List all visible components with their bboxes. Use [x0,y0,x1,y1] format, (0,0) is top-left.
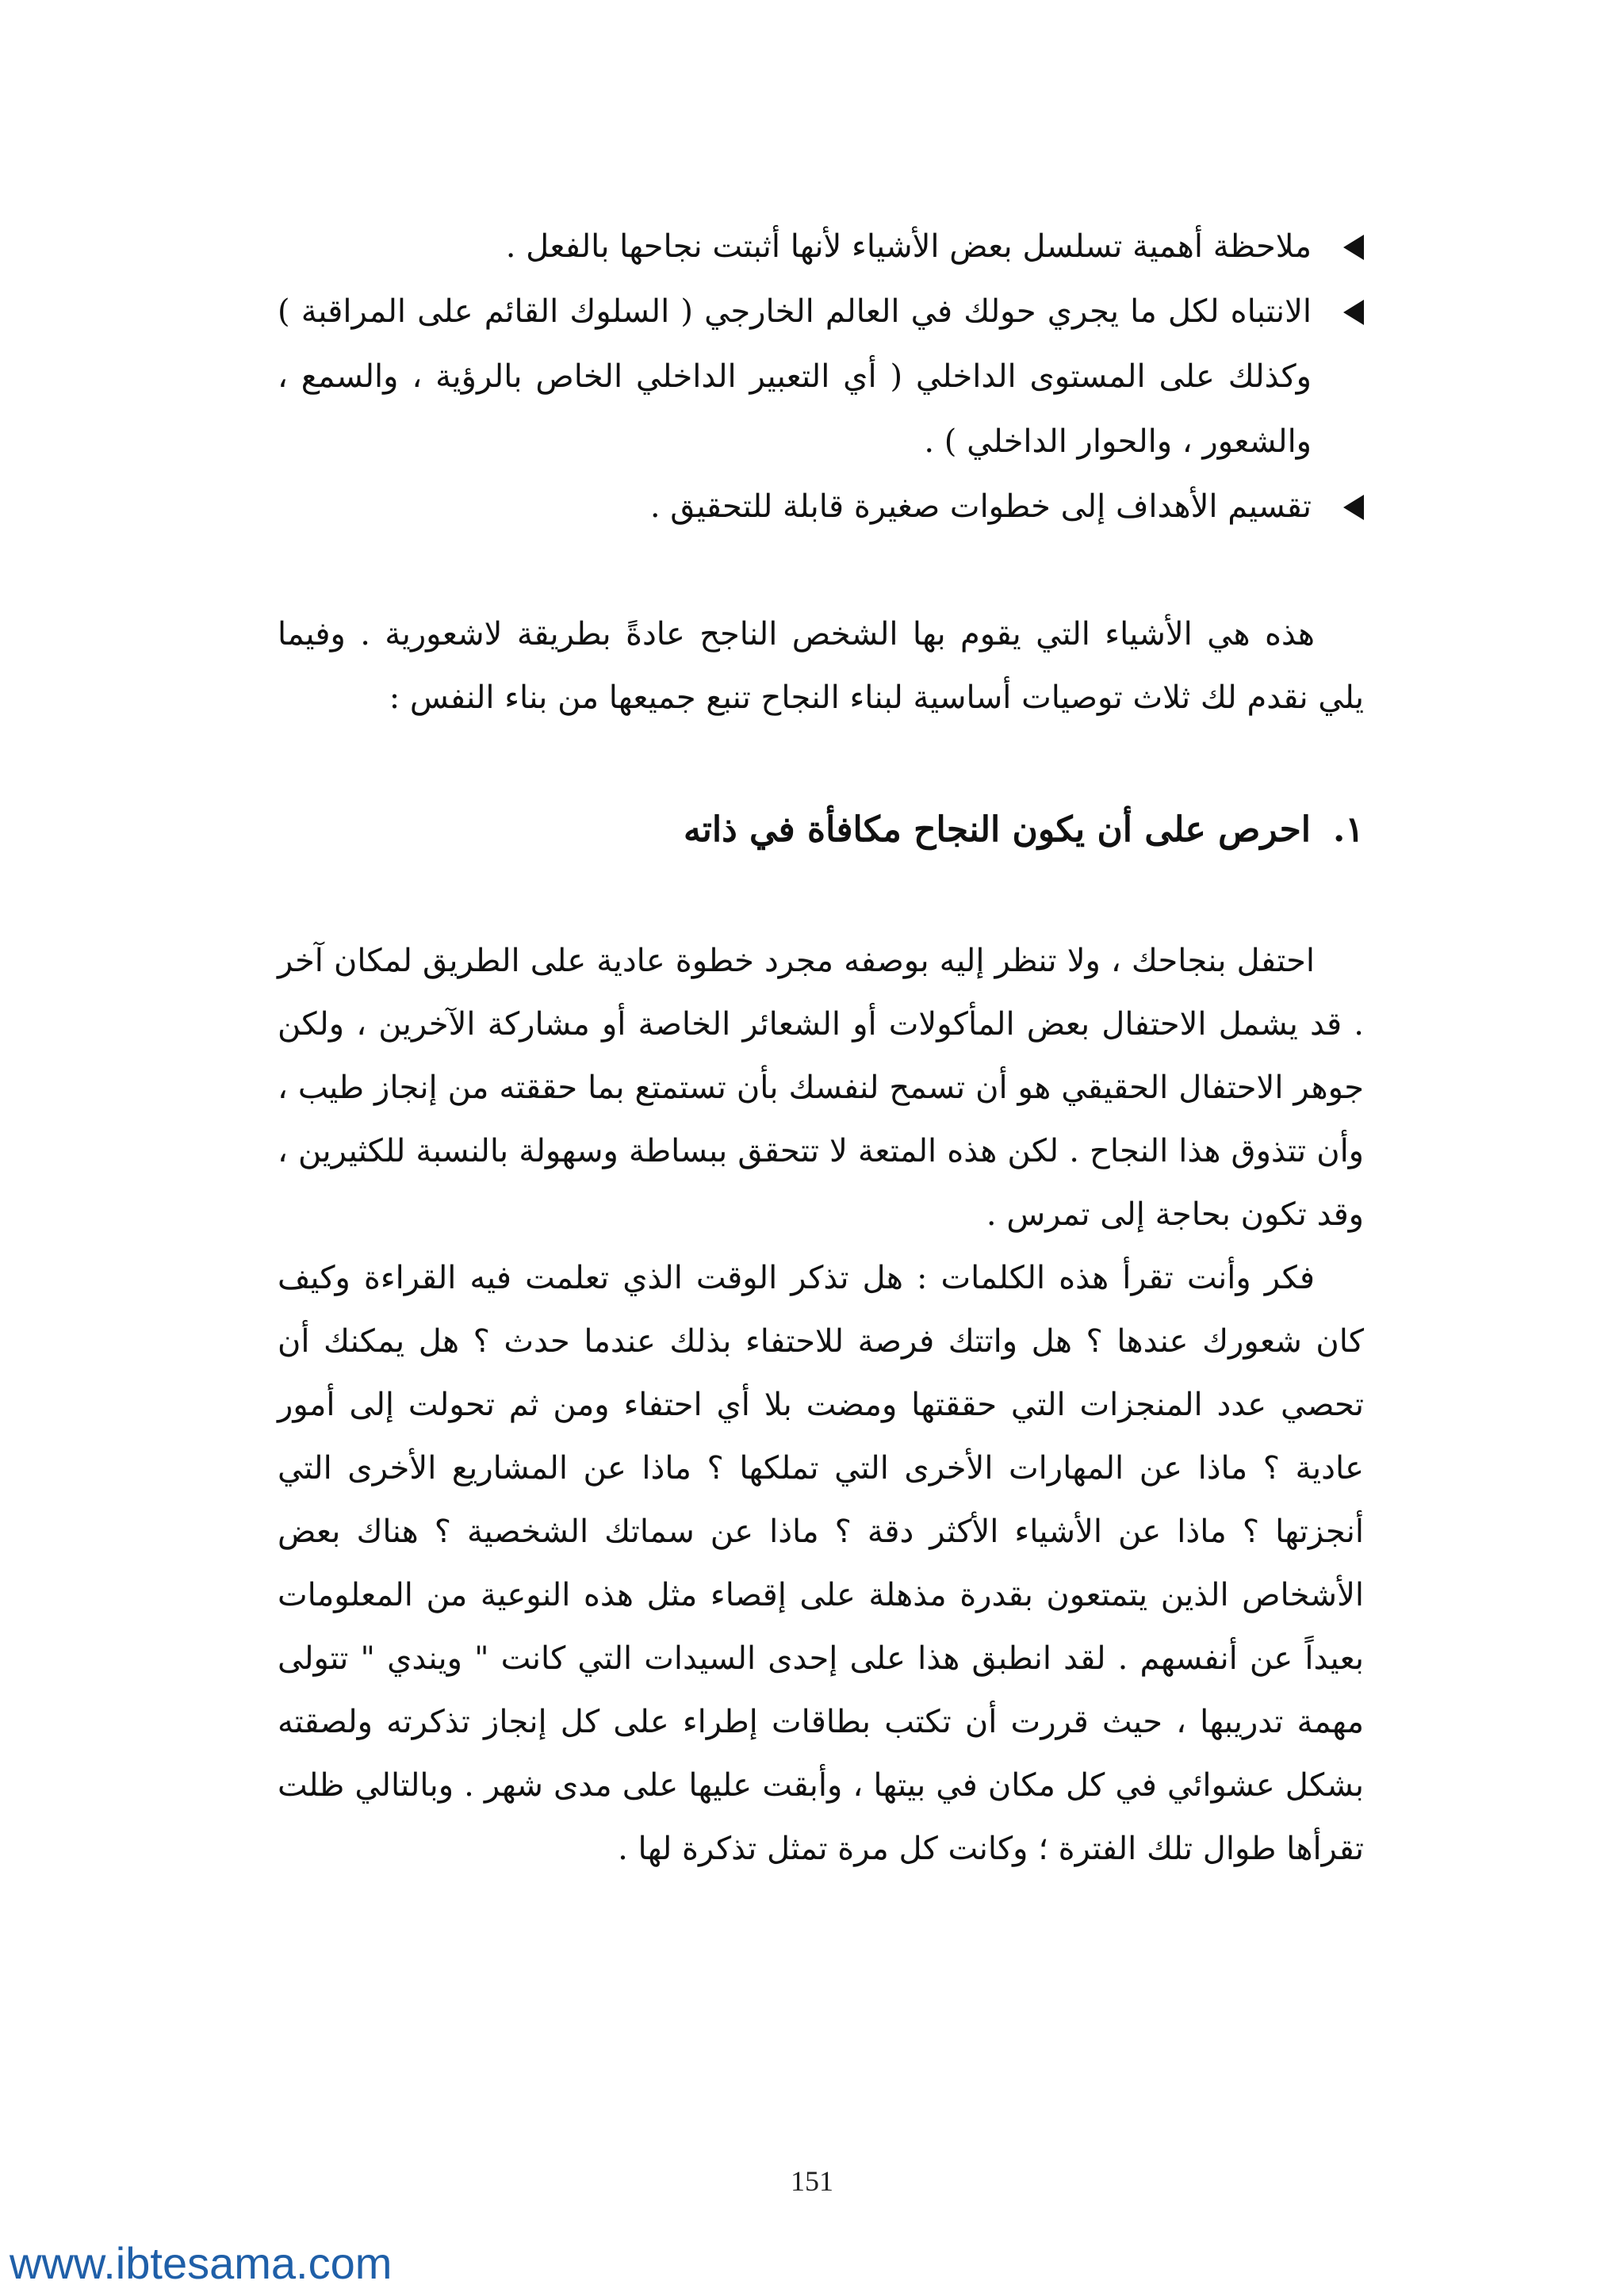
triangle-bullet-icon [1343,235,1364,260]
triangle-bullet-icon [1343,495,1364,520]
section-number: ١. [1333,809,1364,850]
section-heading [278,794,1364,866]
section-title: احرص على أن يكون النجاح مكافأة في ذاته [684,809,1312,850]
triangle-bullet-icon [1343,300,1364,325]
bullet-item [278,214,1364,279]
bullet-text: الانتباه لكل ما يجري حولك في العالم الخارجي ( السلوك القائم على المراقبة ) وكذلك على المستوى الداخلي ( أي التعبير الداخلي الخاص بالرؤية ، والسمع ، والشعور ، والحوار الداخلي ) . [278,293,1312,460]
bullet-text: تقسيم الأهداف إلى خطوات صغيرة قابلة للتحقيق . [649,488,1312,525]
bullet-item [278,279,1364,474]
page-content [278,214,1364,1881]
bullet-list [278,214,1364,539]
intro-paragraph: هذه هي الأشياء التي يقوم بها الشخص الناجح عادةً بطريقة لاشعورية . وفيما يلي نقدم لك ثلاث توصيات أساسية لبناء النجاح تنبع جميعها من بناء النفس : [278,616,1364,716]
body-paragraph: احتفل بنجاحك ، ولا تنظر إليه بوصفه مجرد خطوة عادية على الطريق لمكان آخر . قد يشمل الاحتفال بعض المأكولات أو الشعائر الخاصة أو مشاركة الآخرين ، ولكن جوهر الاحتفال الحقيقي هو أن تسمح لنفسك بأن تستمتع بما حققته من إنجاز طيب ، وأن تتذوق هذا النجاح . لكن هذه المتعة لا تتحقق ببساطة وسهولة بالنسبة للكثيرين ، وقد تكون بحاجة إلى تمرس . [278,943,1364,1233]
body-paragraph: فكر وأنت تقرأ هذه الكلمات : هل تذكر الوقت الذي تعلمت فيه القراءة وكيف كان شعورك عندها ؟ هل واتتك فرصة للاحتفاء بذلك عندما حدث ؟ هل يمكنك أن تحصي عدد المنجزات التي حققتها ومضت بلا أي احتفاء ومن ثم تحولت إلى أمور عادية ؟ ماذا عن المهارات الأخرى التي تملكها ؟ ماذا عن المشاريع الأخرى التي أنجزتها ؟ ماذا عن الأشياء الأكثر دقة ؟ ماذا عن سماتك الشخصية ؟ هناك بعض الأشخاص الذين يتمتعون بقدرة مذهلة على إقصاء مثل هذه النوعية من المعلومات بعيداً عن أنفسهم . لقد انطبق هذا على إحدى السيدات التي كانت " ويندي " تتولى مهمة تدريبها ، حيث قررت أن تكتب بطاقات إطراء على كل إنجاز تذكرته ولصقته بشكل عشوائي في كل مكان في بيتها ، وأبقت عليها على مدى شهر . وبالتالي ظلت تقرأها طوال تلك الفترة ؛ وكانت كل مرة تمثل تذكرة لها . [278,1260,1365,1867]
bullet-text: ملاحظة أهمية تسلسل بعض الأشياء لأنها أثبتت نجاحها بالفعل . [505,228,1312,265]
page-number: 151 [791,2165,833,2197]
watermark-url: www.ibtesama.com [10,2238,393,2288]
bullet-item [278,474,1364,539]
